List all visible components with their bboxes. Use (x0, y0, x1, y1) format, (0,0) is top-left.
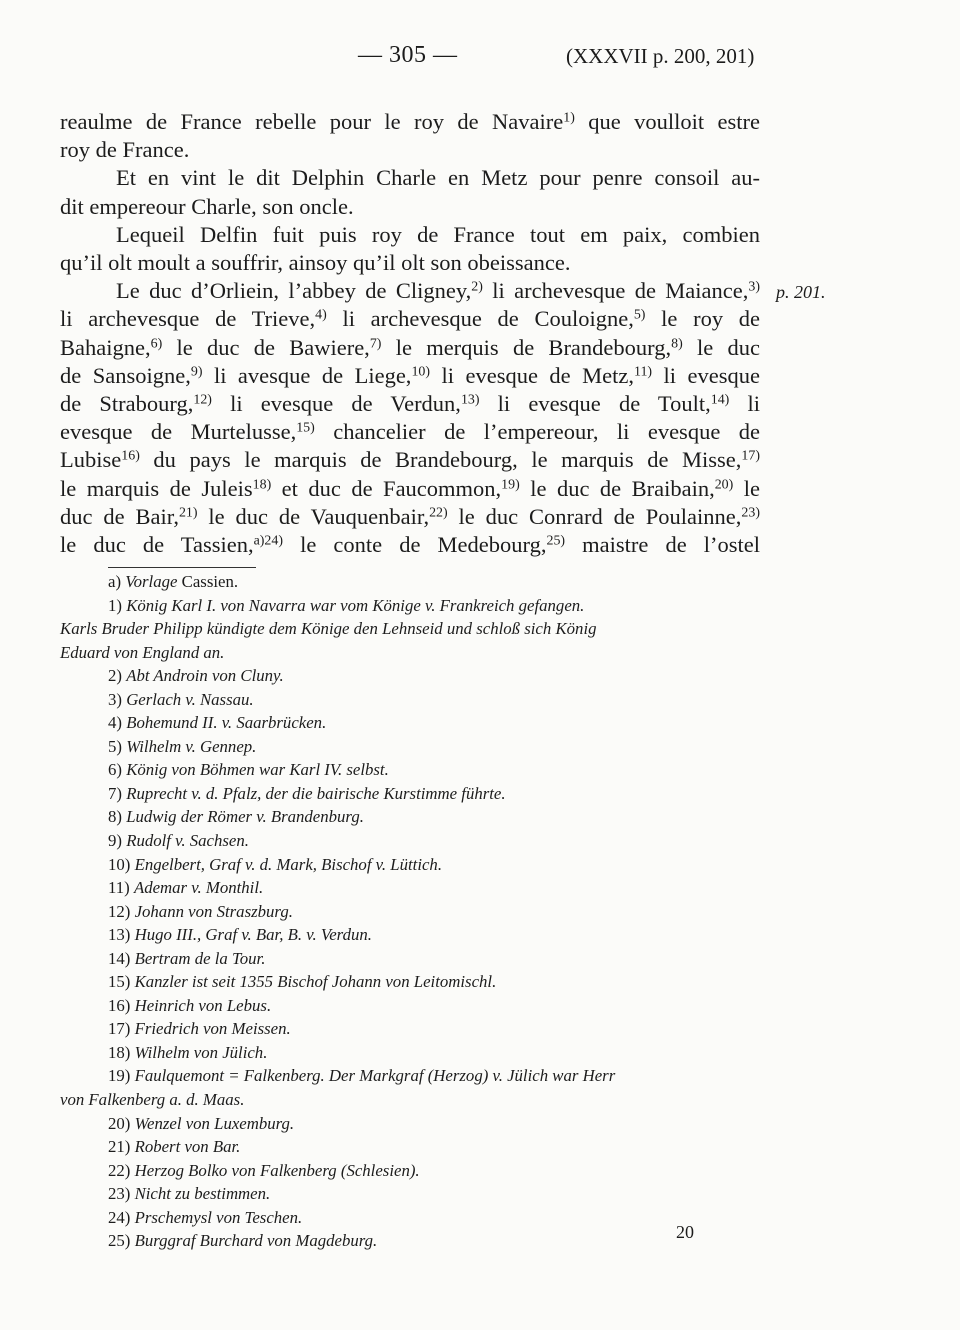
footnote-continuation: Karls Bruder Philipp kündigte dem Könige den Lehnseid und schloß sich König (60, 619, 597, 639)
footnote-ref: 9) (190, 364, 203, 380)
footnote-continuation: Eduard von England an. (60, 642, 225, 662)
footnote: 3) Gerlach v. Nassau. (108, 689, 254, 709)
footnote-ref: 2) (471, 279, 483, 295)
footnote: 18) Wilhelm von Jülich. (108, 1042, 268, 1062)
text-line: de Strabourg,$^{12)}$ li evesque de Verdun,$^{13)}$ li evesque de Toult,$^{14)}$ li (60, 391, 760, 417)
margin-page-note: p. 201. (776, 282, 826, 302)
footnote-ref: 1) (563, 110, 575, 126)
footnotes (60, 570, 760, 1253)
footnote: 14) Bertram de la Tour. (108, 948, 266, 968)
footnote: 9) Rudolf v. Sachsen. (108, 831, 249, 851)
footnote: 23) Nicht zu bestimmen. (108, 1184, 271, 1204)
text-line: evesque de Murtelusse,$^{15)}$ chancelier de l’empereour, li evesque de (60, 419, 760, 445)
footnote-ref: 14) (710, 392, 730, 408)
footnote: 2) Abt Androin von Cluny. (108, 666, 284, 686)
text-line: qu’il olt moult a souffrir, ainsoy qu’il olt son obeissance. (60, 250, 571, 276)
footnote: 12) Johann von Straszburg. (108, 901, 293, 921)
footnote-continuation: von Falkenberg a. d. Maas. (60, 1090, 245, 1110)
footnote: 17) Friedrich von Meissen. (108, 1019, 291, 1039)
text-line: Lequeil Delfin fuit puis roy de France tout em paix, combien (116, 221, 760, 247)
footnote-ref: 11) (634, 364, 653, 380)
text-line: Le duc d’Orliein, l’abbey de Cligney,$^{2)}$ li archevesque de Maiance,$^{3)}$ (116, 278, 761, 304)
running-header (0, 42, 960, 82)
footnote-ref: 3) (748, 279, 761, 295)
footnote: 5) Wilhelm v. Gennep. (108, 736, 257, 756)
text-line: reaulme de France rebelle pour le roy de Navaire$^{1)}$ que voulloit estre (60, 109, 761, 134)
footnote-ref: a) (253, 533, 265, 549)
footnote: 10) Engelbert, Graf v. d. Mark, Bischof v. Lüttich. (108, 854, 443, 874)
footnote-ref: 15) (296, 420, 315, 436)
text-line: le duc de Tassien,$^{a)24)}$ le conte de Medebourg,$^{25)}$ maistre de l’ostel (60, 532, 761, 558)
text-line: le marquis de Juleis$^{18)}$ et duc de Faucommon,$^{19)}$ le duc de Braibain,$^{20)}$ le (60, 475, 761, 501)
footnote: 1) König Karl I. von Navarra war vom Könige v. Frankreich gefangen. (108, 595, 585, 615)
footnote: 4) Bohemund II. v. Saarbrücken. (108, 713, 327, 733)
footnote-ref: 7) (369, 335, 382, 351)
page-reference: (XXXVII p. 200, 201) (566, 44, 755, 68)
text-line: Lubise$^{16)}$ du pays le marquis de Brandebourg, le marquis de Misse,$^{17)}$ (60, 447, 760, 473)
footnote: 8) Ludwig der Römer v. Brandenburg. (108, 807, 364, 827)
text-line: dit empereour Charle, son oncle. (60, 193, 354, 219)
footnote-ref: 4) (315, 307, 327, 323)
text-line: duc de Bair,$^{21)}$ le duc de Vauquenbair,$^{22)}$ le duc Conrard de Poulainne,$^{23)}$ (60, 503, 760, 529)
text-line: li archevesque de Trieve,$^{4)}$ li archevesque de Couloigne,$^{5)}$ le roy de (60, 306, 760, 332)
footnote: 22) Herzog Bolko von Falkenberg (Schlesien). (108, 1160, 420, 1180)
footnote-ref: 5) (633, 307, 646, 323)
text-line: Bahaigne,$^{6)}$ le duc de Bawiere,$^{7)}$ le merquis de Brandebourg,$^{8)}$ le duc (60, 334, 760, 360)
footnote: 13) Hugo III., Graf v. Bar, B. v. Verdun. (108, 925, 372, 945)
footnote: 11) Ademar v. Monthil. (108, 878, 264, 898)
footnote: a) Vorlage Cassien. (108, 572, 239, 591)
footnote-divider (108, 567, 256, 568)
text-line: de Sansoigne,$^{9)}$ li avesque de Liege,$^{10)}$ li evesque de Metz,$^{11)}$ li evesque (60, 362, 761, 388)
footnote: 15) Kanzler ist seit 1355 Bischof Johann von Leitomischl. (108, 972, 497, 992)
footnote-ref: 13) (460, 392, 480, 408)
footnote-ref: 17) (741, 448, 760, 464)
footnote-ref: 21) (178, 505, 198, 521)
footnote-ref: 8) (671, 335, 683, 351)
text-line: roy de France. (60, 137, 190, 163)
sheet-signature: 20 (676, 1222, 694, 1242)
footnote: 19) Faulquemont = Falkenberg. Der Markgraf (Herzog) v. Jülich war Herr (108, 1066, 616, 1086)
footnote: 25) Burggraf Burchard von Magdeburg. (108, 1231, 378, 1251)
footnote: 7) Ruprecht v. d. Pfalz, der die bairische Kurstimme führte. (108, 783, 506, 803)
footnote-ref: 12) (193, 392, 212, 408)
footnote-ref: 25) (546, 533, 566, 549)
page-number: — 305 — (358, 42, 458, 68)
text-line: Et en vint le dit Delphin Charle en Metz pour penre consoil au- (116, 165, 760, 191)
footnote-ref: 19) (501, 476, 520, 492)
footnote-ref: 20) (714, 476, 734, 492)
footnote-ref: 16) (121, 448, 140, 464)
footnote: 21) Robert von Bar. (108, 1137, 241, 1157)
footnote: 16) Heinrich von Lebus. (108, 995, 272, 1015)
main-text (60, 108, 760, 559)
footnote-ref: 22) (429, 505, 448, 521)
footnote: 24) Prschemysl von Teschen. (108, 1207, 303, 1227)
footnote: 20) Wenzel von Luxemburg. (108, 1113, 295, 1133)
footnote-ref: 23) (741, 505, 760, 521)
footnote-ref: 10) (411, 364, 431, 380)
footnote-ref: 18) (252, 476, 272, 492)
footnote: 6) König von Böhmen war Karl IV. selbst. (108, 760, 389, 780)
footnote-ref: 6) (150, 335, 163, 351)
footnote-ref: 24) (264, 533, 283, 549)
